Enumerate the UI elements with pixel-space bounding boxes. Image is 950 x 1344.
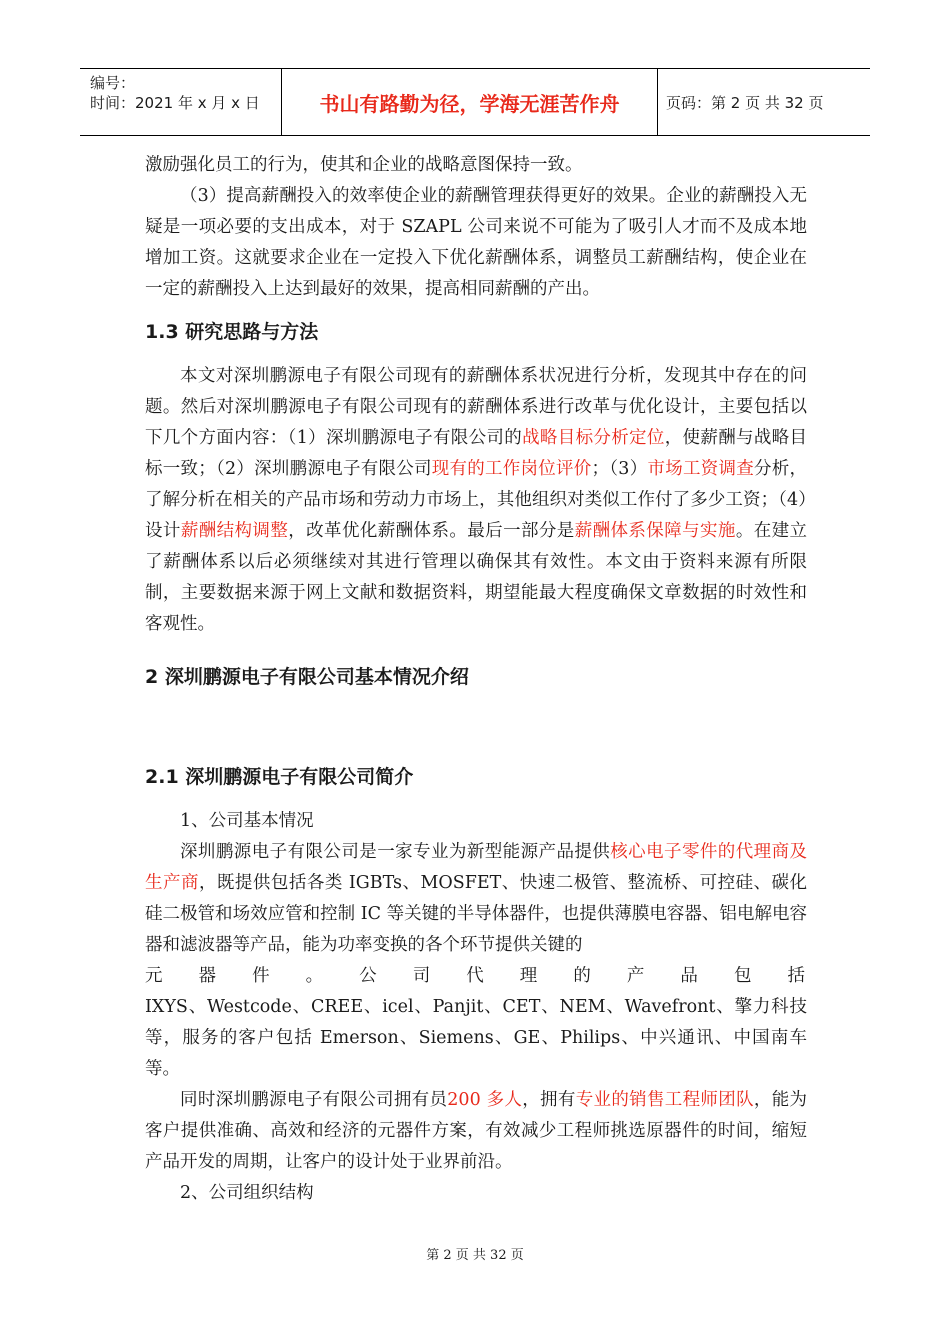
p3-highlight-2: 现有的工作岗位评价 (431, 459, 592, 479)
p4-text-1: 深圳鹏源电子有限公司是一家专业为新型能源产品提供 (180, 842, 611, 862)
p3-text-1: 本文对深圳鹏源电子有限公司现有的薪酬体系状况进行分析，发现其中存在的问题。然后对深圳鹏源电子有限公司现有的薪酬体系进行改革与优化设计，主要包括以下几个方面内容：（1）深圳鹏源电子有限公司的 (145, 366, 807, 448)
page-header (80, 68, 870, 136)
header-motto: 书山有路勤为径，学海无涯苦作舟 (282, 69, 658, 135)
list-item-2: 2、公司组织结构 (180, 1183, 314, 1203)
p3-highlight-4: 薪酬结构调整 (180, 521, 289, 541)
paragraph-4 (145, 837, 807, 961)
paragraph-2: （3）提高薪酬投入的效率使企业的薪酬管理获得更好的效果。企业的薪酬投入无疑是一项必要的支出成本，对于 SZAPL 公司来说不可能为了吸引人才而不及成本地增加工资。这就要求企业在一定投入下优化薪酬体系，调整员工薪酬结构，使企业在一定的薪酬投入上达到最好的效果，提高相同薪酬的产出。 (145, 186, 807, 299)
document-body (145, 150, 807, 1209)
list-item-1: 1、公司基本情况 (180, 811, 314, 831)
paragraph-1: 激励强化员工的行为，使其和企业的战略意图保持一致。 (145, 155, 583, 175)
p3-highlight-5: 薪酬体系保障与实施 (574, 521, 736, 541)
paragraph-5 (145, 1085, 807, 1178)
p5-highlight-2: 专业的销售工程师团队 (575, 1090, 754, 1110)
p3-highlight-1: 战略目标分析定位 (522, 428, 665, 448)
header-meta (80, 69, 282, 135)
paragraph-3 (145, 361, 807, 640)
paragraph-4-cont: IXYS、Westcode、CREE、icel、Panjit、CET、NEM、Wavefront、擎力科技等，服务的客户包括 Emerson、Siemens、GE、Philips、中兴通讯、中国南车等。 (145, 997, 807, 1079)
p3-highlight-3: 市场工资调查 (647, 459, 755, 479)
p5-text-2: ，拥有 (522, 1090, 576, 1110)
p3-text-3: ；（3） (591, 459, 648, 479)
p5-text-1: 同时深圳鹏源电子有限公司拥有员 (180, 1090, 448, 1110)
header-page-info: 页码：第 2 页 共 32 页 (666, 93, 824, 112)
p3-text-2: ，使薪酬与战略目标一致；（2）深圳鹏源电子有限公司 (145, 428, 808, 479)
header-date: 时间：2021 年 x 月 x 日 (90, 94, 260, 112)
paragraph-4-spread-line: 元器件。公司代理的产品包括 (145, 966, 807, 986)
heading-2-1: 2.1 深圳鹏源电子有限公司简介 (145, 766, 414, 788)
heading-1-3: 1.3 研究思路与方法 (145, 321, 319, 343)
p3-text-4: 分析，了解分析在相关的产品市场和劳动力市场上，其他组织对类似工作付了多少工资；（4）设计 (145, 459, 808, 541)
p4-highlight-1: 核心电子零件的代理商及生产商 (145, 842, 807, 893)
p5-text-3: ，能为客户提供准确、高效和经济的元器件方案，有效减少工程师挑选原器件的时间，缩短产品开发的周期，让客户的设计处于业界前沿。 (145, 1090, 808, 1172)
heading-2: 2 深圳鹏源电子有限公司基本情况介绍 (145, 666, 469, 688)
header-number-label: 编号： (90, 74, 136, 92)
p3-text-5: ，改革优化薪酬体系。最后一部分是 (288, 521, 575, 541)
p3-text-6: 。在建立了薪酬体系以后必须继续对其进行管理以确保其有效性。本文由于资料来源有所限制，主要数据来源于网上文献和数据资料，期望能最大程度确保文章数据的时效性和客观性。 (145, 521, 808, 634)
p4-text-2: ，既提供包括各类 IGBTs、MOSFET、快速二极管、整流桥、可控硅、碳化硅二极管和场效应管和控制 IC 等关键的半导体器件，也提供薄膜电容器、铝电解电容器和滤波器等产品，能为功率变换的各个环节提供关键的 (145, 873, 807, 955)
p5-highlight-1: 200 多人 (447, 1090, 523, 1110)
page-footer: 第 2 页 共 32 页 (426, 1248, 524, 1263)
